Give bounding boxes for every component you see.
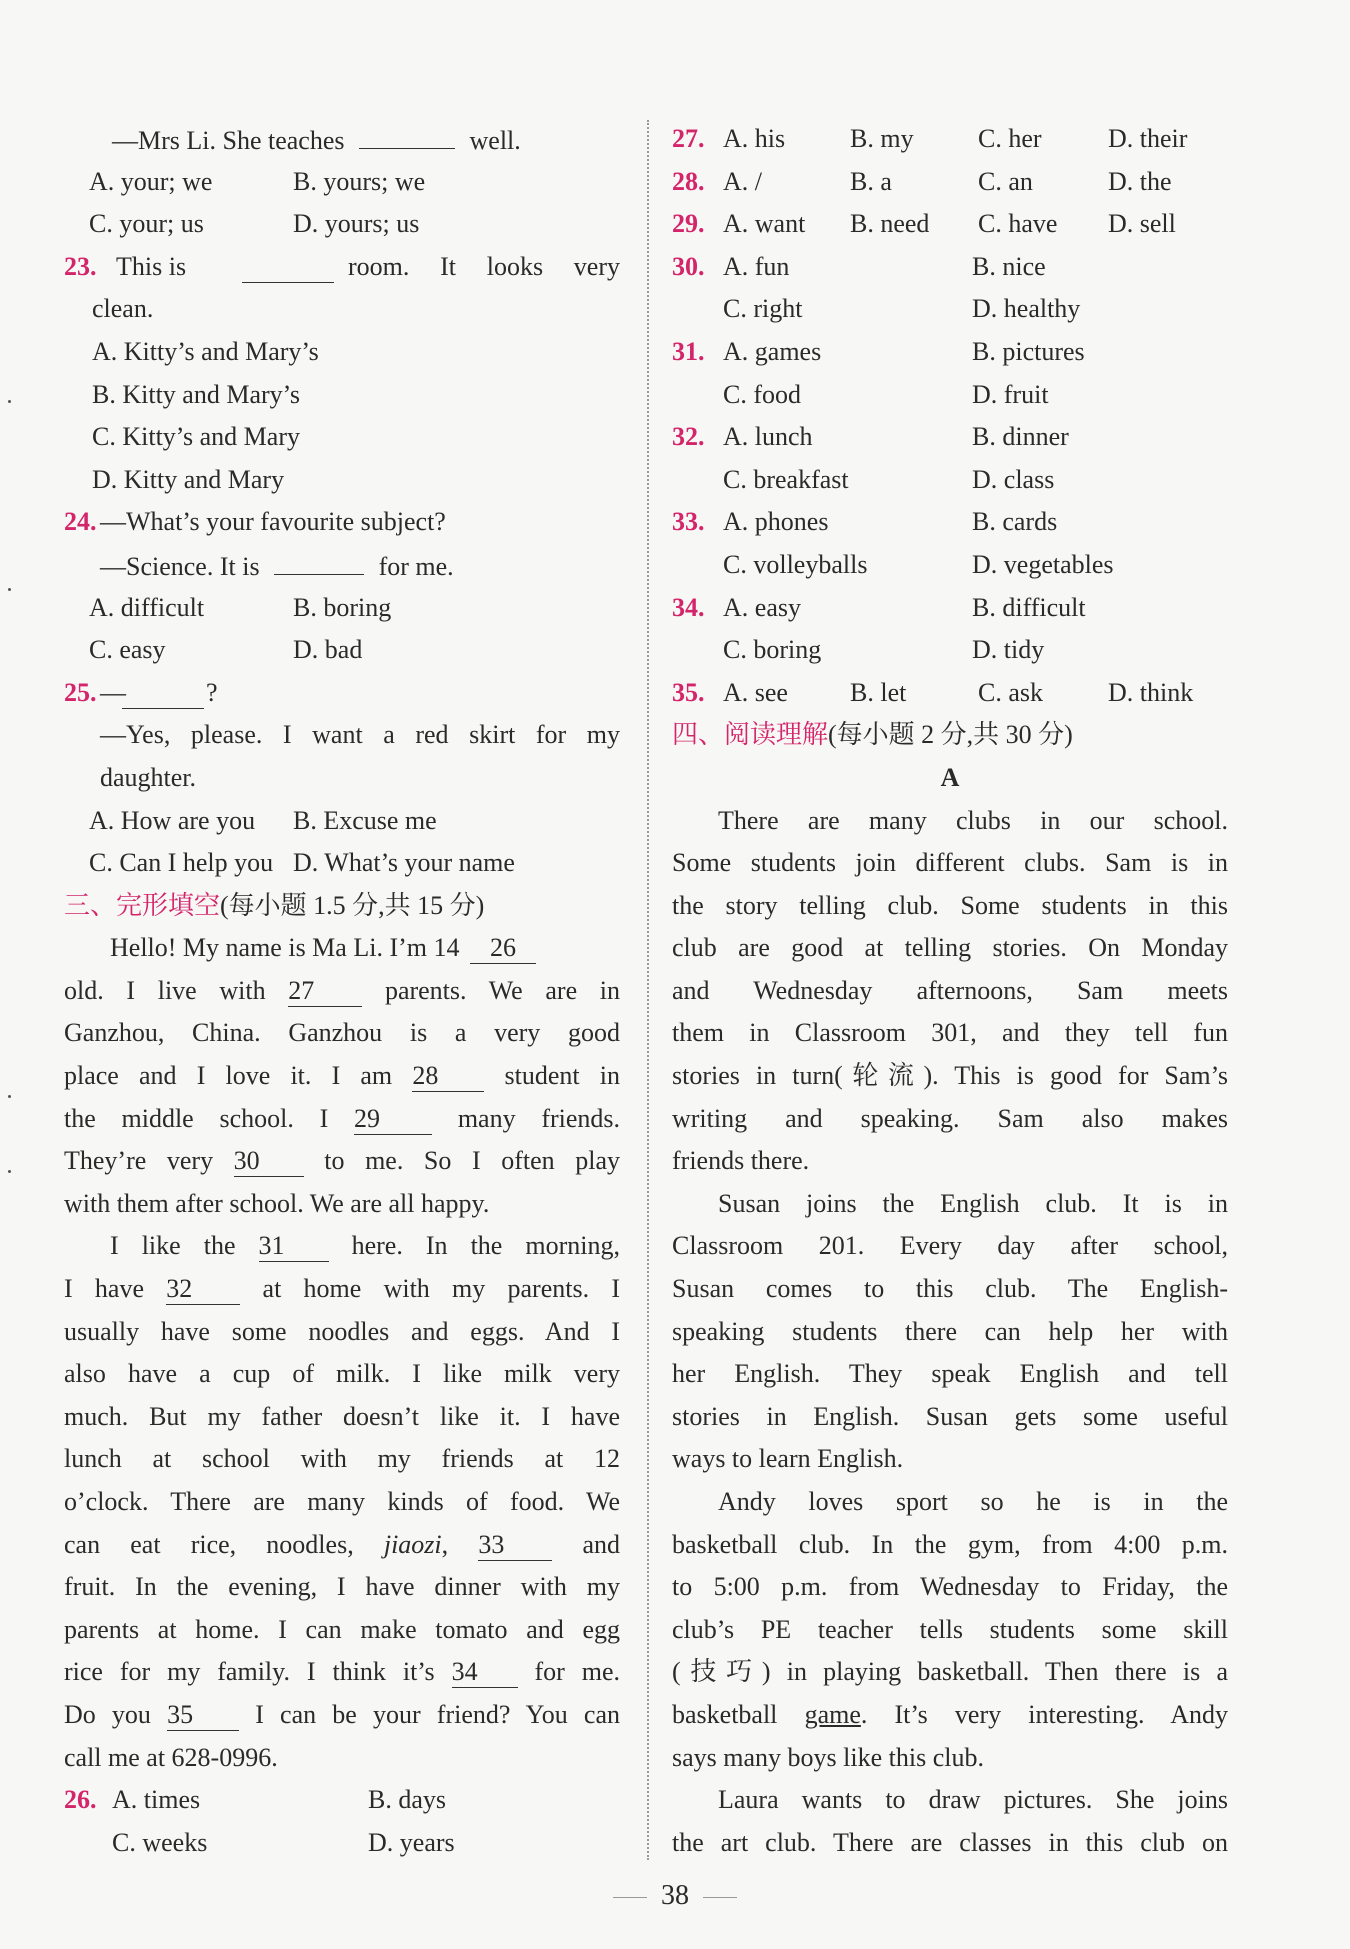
cloze-line: fruit. In the evening, I have dinner with my [64, 1572, 620, 1602]
cloze-line: place and I love it. I am 28 student in [64, 1061, 620, 1091]
q25-reply: —Yes, please. I want a red skirt for my [100, 720, 620, 750]
option[interactable]: D. What’s your name [293, 848, 515, 878]
cloze-line: Ganzhou, China. Ganzhou is a very good [64, 1018, 620, 1048]
passage-line: There are many clubs in our school. [718, 805, 1228, 835]
cloze-blank-32[interactable]: 32 [166, 1274, 240, 1305]
option[interactable]: D. years [368, 1827, 455, 1857]
cloze-line: also have a cup of milk. I like milk very [64, 1359, 620, 1389]
question-number: 25. [64, 677, 97, 707]
question-number: 28. [672, 166, 705, 196]
cloze-blank-35[interactable]: 35 [167, 1700, 239, 1731]
footer-rule [613, 1897, 647, 1898]
cloze-line: much. But my father doesn’t like it. I have [64, 1401, 620, 1431]
option[interactable]: D. bad [293, 635, 363, 665]
option[interactable]: C. right [723, 294, 803, 324]
passage-line: Susan comes to this club. The English- [672, 1274, 1228, 1304]
cloze-blank-30[interactable]: 30 [234, 1146, 304, 1177]
mc-question-33 [672, 501, 1228, 544]
option[interactable]: C. breakfast [723, 464, 849, 494]
cloze-blank-34[interactable]: 34 [452, 1657, 518, 1688]
option[interactable]: C. Can I help you [89, 848, 274, 878]
option[interactable]: D. tidy [972, 635, 1045, 665]
option[interactable]: B. yours; we [293, 166, 426, 196]
q24-line2: —Science. It is for me. [64, 544, 620, 587]
passage-line: and Wednesday afternoons, Sam meets [672, 975, 1228, 1005]
passage-line: basketball game. It’s very interesting. Andy [672, 1699, 1228, 1729]
passage-line: stories in turn(轮流). This is good for Sam’s [672, 1061, 1228, 1091]
option[interactable]: A. want [723, 209, 806, 239]
mc-question-32-row2 [672, 459, 1228, 502]
question-number: 32. [672, 422, 705, 452]
option[interactable]: B. boring [293, 592, 392, 622]
question-number: 23. [64, 251, 97, 281]
cloze-blank-33[interactable]: 33 [478, 1530, 552, 1561]
left-column [64, 118, 620, 1864]
option[interactable]: B. let [850, 677, 907, 707]
option[interactable]: A. times [112, 1785, 201, 1815]
option[interactable]: C. easy [89, 635, 166, 665]
answer-blank[interactable] [122, 678, 204, 709]
option[interactable]: C. her [978, 124, 1042, 153]
right-column [672, 118, 1228, 1864]
cloze-line: can eat rice, noodles, jiaozi, 33 and [64, 1529, 621, 1559]
option[interactable]: A. fun [723, 251, 790, 281]
passage-line: says many boys like this club. [672, 1742, 984, 1772]
cloze-line: Do you 35 I can be your friend? You can [64, 1699, 621, 1729]
option[interactable]: A. Kitty’s and Mary’s [92, 336, 319, 366]
cloze-line: They’re very 30 to me. So I often play [64, 1146, 621, 1176]
mc-question-30 [672, 246, 1228, 289]
option[interactable]: A. your; we [89, 166, 213, 196]
q23-line1: 23. This is room. It looks very [64, 246, 620, 289]
column-divider [647, 120, 649, 1860]
passage-line: stories in English. Susan gets some useful [672, 1401, 1228, 1431]
page-footer [0, 1880, 1350, 1912]
option[interactable]: D. their [1108, 124, 1188, 153]
passage-line: Laura wants to draw pictures. She joins [718, 1785, 1228, 1815]
mc-question-32 [672, 416, 1228, 459]
option[interactable]: C. have [978, 209, 1058, 239]
option[interactable]: A. / [723, 166, 762, 196]
option[interactable]: A. see [723, 677, 788, 707]
option[interactable]: D. class [972, 464, 1055, 494]
mc-question-34-row2 [672, 629, 1228, 672]
margin-mark [8, 400, 11, 403]
question-number: 26. [64, 1785, 97, 1815]
passage-line: friends there. [672, 1146, 810, 1176]
option[interactable]: C. ask [978, 677, 1043, 707]
option[interactable]: D. vegetables [972, 549, 1114, 579]
option[interactable]: B. difficult [972, 592, 1086, 622]
option[interactable]: A. his [723, 124, 786, 153]
reading-passage [672, 800, 1228, 1865]
passage-line: club’s PE teacher tells students some skill [672, 1614, 1228, 1644]
passage-line: Classroom 201. Every day after school, [672, 1231, 1228, 1261]
option[interactable]: C. boring [723, 635, 822, 665]
option[interactable]: B. nice [972, 251, 1046, 281]
passage-line: Andy loves sport so he is in the [718, 1487, 1228, 1516]
cloze-line: usually have some noodles and eggs. And I [64, 1316, 620, 1346]
option[interactable]: A. difficult [89, 592, 205, 622]
option[interactable]: D. sell [1108, 209, 1176, 239]
q24-line1: 24. —What’s your favourite subject? [64, 501, 620, 544]
option[interactable]: B. pictures [972, 336, 1085, 366]
q24-options-row1 [64, 587, 620, 630]
q25-reply-cont: daughter. [100, 762, 197, 792]
option[interactable]: C. volleyballs [723, 549, 868, 579]
mc-question-34 [672, 587, 1228, 630]
cloze-line: Hello! My name is Ma Li. I’m 14 26 [64, 927, 620, 970]
section-title-cloze: 三、完形填空(每小题 1.5 分,共 15 分) [64, 890, 485, 920]
passage-line: (技巧) in playing basketball. Then there is a [672, 1657, 1228, 1687]
option[interactable]: A. games [723, 336, 822, 366]
q25-options-row2 [64, 842, 620, 885]
underlined-word: game [804, 1699, 861, 1729]
cloze-line: parents at home. I can make tomato and egg [64, 1614, 620, 1644]
cloze-line: the middle school. I 29 many friends. [64, 1103, 621, 1133]
q22-options-row2 [64, 203, 620, 246]
option[interactable]: D. fruit [972, 379, 1049, 409]
mc-question-35 [672, 672, 1228, 715]
passage-line: ways to learn English. [672, 1444, 904, 1474]
passage-line: Some students join different clubs. Sam is in [672, 848, 1228, 878]
q26-row2 [64, 1822, 620, 1865]
footer-rule [703, 1897, 737, 1898]
cloze-line: rice for my family. I think it’s 34 for me. [64, 1657, 621, 1687]
q23-line2: clean. [92, 294, 154, 324]
q25-line1: 25. — ? [64, 672, 620, 715]
option[interactable]: B. Kitty and Mary’s [92, 379, 300, 409]
option[interactable]: D. Kitty and Mary [92, 464, 285, 494]
mc-question-27 [672, 118, 1228, 161]
option[interactable]: B. cards [972, 507, 1058, 537]
cloze-line: lunch at school with my friends at 12 [64, 1444, 620, 1474]
passage-line: writing and speaking. Sam also makes [672, 1103, 1228, 1133]
passage-line: them in Classroom 301, and they tell fun [672, 1018, 1228, 1048]
cloze-line: I have 32 at home with my parents. I [64, 1274, 621, 1304]
page-number: 38 [661, 1880, 689, 1911]
answer-blank[interactable] [359, 118, 455, 149]
option[interactable]: C. food [723, 379, 801, 409]
passage-line: Susan joins the English club. It is in [718, 1188, 1228, 1218]
option[interactable]: D. healthy [972, 294, 1081, 324]
option[interactable]: A. lunch [723, 422, 813, 452]
question-number: 33. [672, 507, 705, 537]
option[interactable]: A. easy [723, 592, 801, 622]
passage-label: A [940, 762, 960, 792]
q25-options-row1 [64, 800, 620, 843]
question-number: 27. [672, 124, 705, 153]
option[interactable]: C. your; us [89, 209, 204, 239]
passage-line: club are good at telling stories. On Monday [672, 933, 1228, 963]
passage-line: basketball club. In the gym, from 4:00 p.m. [672, 1529, 1228, 1559]
option[interactable]: C. Kitty’s and Mary [92, 422, 300, 452]
cloze-line: with them after school. We are all happy. [64, 1188, 490, 1218]
q26-row1 [64, 1779, 620, 1822]
cloze-line: old. I live with 27 parents. We are in [64, 975, 621, 1005]
option[interactable]: B. my [850, 124, 914, 153]
q22-reply-line: —Mrs Li. She teaches well. [64, 118, 620, 161]
q22-options-row1 [64, 161, 620, 204]
cloze-line: I like the 31 here. In the morning, [110, 1231, 620, 1261]
cloze-line: o’clock. There are many kinds of food. We [64, 1487, 620, 1516]
mc-question-29 [672, 203, 1228, 246]
option[interactable]: A. phones [723, 507, 829, 537]
answer-blank[interactable] [274, 544, 364, 575]
question-number: 29. [672, 209, 705, 239]
question-number: 31. [672, 336, 705, 366]
mc-question-30-row2 [672, 288, 1228, 331]
question-number: 34. [672, 592, 705, 622]
mc-question-31-row2 [672, 374, 1228, 417]
cloze-blank-29[interactable]: 29 [354, 1104, 432, 1135]
question-number: 35. [672, 677, 705, 707]
passage-line: the art club. There are classes in this club on [672, 1827, 1228, 1857]
cloze-line: call me at 628-0996. [64, 1742, 278, 1772]
option[interactable]: D. yours; us [293, 209, 420, 239]
option[interactable]: B. need [850, 209, 930, 239]
cloze-blank-28[interactable]: 28 [412, 1061, 484, 1092]
question-number: 30. [672, 251, 705, 281]
question-number: 24. [64, 507, 97, 537]
cloze-blank-31[interactable]: 31 [259, 1231, 329, 1262]
passage-line: her English. They speak English and tell [672, 1359, 1228, 1389]
passage-line: the story telling club. Some students in this [672, 890, 1228, 920]
margin-mark [8, 1170, 11, 1173]
option[interactable]: B. a [850, 166, 892, 196]
option[interactable]: B. dinner [972, 422, 1069, 452]
option[interactable]: B. Excuse me [293, 805, 437, 835]
q24-options-row2 [64, 629, 620, 672]
margin-mark [8, 588, 11, 591]
option[interactable]: D. think [1108, 677, 1194, 707]
option[interactable]: C. weeks [112, 1827, 208, 1857]
section-title-reading: 四、阅读理解(每小题 2 分,共 30 分) [672, 720, 1073, 750]
mc-question-28 [672, 161, 1228, 204]
mc-question-33-row2 [672, 544, 1228, 587]
passage-line: to 5:00 p.m. from Wednesday to Friday, the [672, 1572, 1228, 1602]
option[interactable]: B. days [368, 1785, 446, 1815]
cloze-blank-26[interactable]: 26 [470, 933, 536, 964]
answer-blank[interactable] [242, 252, 334, 283]
option[interactable]: A. How are you [89, 805, 256, 835]
mc-question-31 [672, 331, 1228, 374]
margin-mark [8, 1095, 11, 1098]
option[interactable]: D. the [1108, 166, 1172, 196]
passage-line: speaking students there can help her with [672, 1316, 1228, 1346]
cloze-blank-27[interactable]: 27 [288, 976, 362, 1007]
option[interactable]: C. an [978, 166, 1033, 196]
